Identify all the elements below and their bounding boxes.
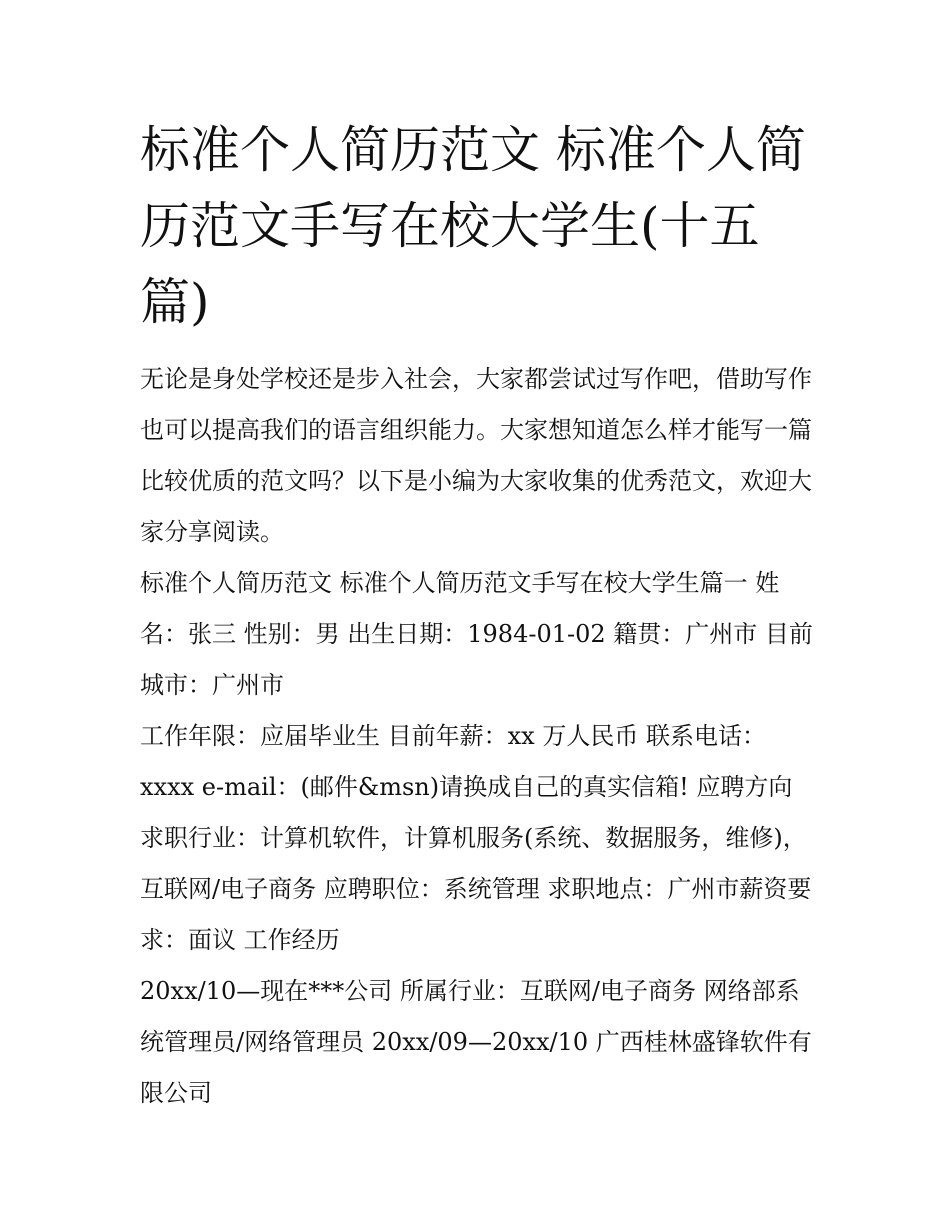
resume-work-history: 20xx/10—现在***公司 所属行业：互联网/电子商务 网络部系统管理员/网络管理员 20xx/09—20xx/10 广西桂林盛锋软件有限公司: [140, 977, 812, 1107]
title-spacer: [140, 340, 820, 354]
resume-job-intent: 工作年限：应届毕业生 目前年薪：xx 万人民币 联系电话：xxxx e-mail：(邮件&msn)请换成自己的真实信箱! 应聘方向 求职行业：计算机软件，计算机服务(系统、数据服务，维修)，互联网/电子商务 应聘职位：系统管理 求职地点：广州市薪资要求：面议 工作经历: [140, 722, 812, 954]
resume-basic-info: 标准个人简历范文 标准个人简历范文手写在校大学生篇一 姓名：张三 性别：男 出生日期：1984-01-02 籍贯：广州市 目前城市：广州市: [140, 569, 813, 699]
document-page: [140, 112, 820, 1119]
document-title: 标准个人简历范文 标准个人简历范文手写在校大学生(十五篇): [140, 121, 806, 331]
intro-paragraph: 无论是身处学校还是步入社会，大家都尝试过写作吧，借助写作也可以提高我们的语言组织能力。大家想知道怎么样才能写一篇比较优质的范文吗？以下是小编为大家收集的优秀范文，欢迎大家分享阅读。: [140, 365, 812, 546]
